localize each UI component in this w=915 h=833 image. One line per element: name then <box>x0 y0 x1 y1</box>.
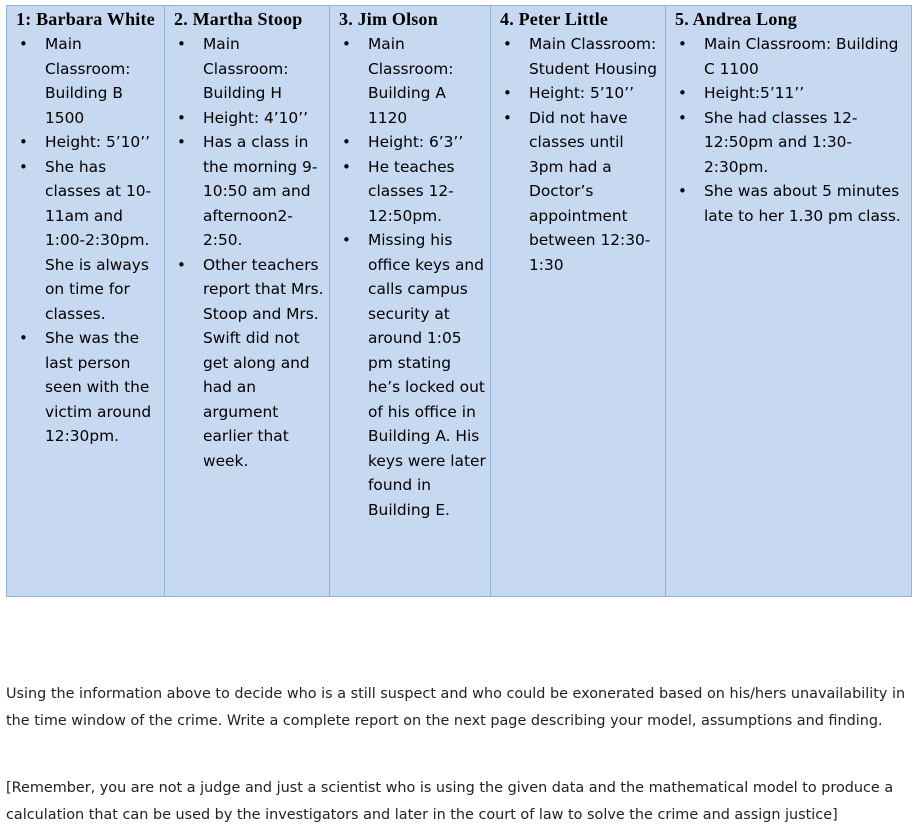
fact-list <box>339 32 486 522</box>
suspect-cell-3 <box>330 6 491 597</box>
fact-item: • She has classes at 10-11am and 1:00-2:30pm. She is always on time for classes. <box>45 155 160 327</box>
fact-item: • She had classes 12-12:50pm and 1:30-2:30pm. <box>704 106 907 180</box>
fact-list <box>174 32 325 473</box>
fact-item: • He teaches classes 12-12:50pm. <box>368 155 486 229</box>
suspect-cell-1 <box>7 6 165 597</box>
fact-item: • Main Classroom: Student Housing <box>529 32 661 81</box>
suspect-name: 2. Martha Stoop <box>174 9 303 29</box>
fact-item: • Has a class in the morning 9-10:50 am and afternoon2-2:50. <box>203 130 325 253</box>
fact-item: • Did not have classes until 3pm had a Doctor’s appointment between 12:30-1:30 <box>529 106 661 278</box>
instructions-paragraph: Using the information above to decide who is a still suspect and who could be exonerated based on his/hers unavailability in the time window of the crime. Write a complete report on the next page describing your model, assumptions and finding. <box>6 686 906 729</box>
suspect-name: 5. Andrea Long <box>675 9 797 29</box>
fact-item: • Height: 5’10’’ <box>45 130 160 155</box>
table-row <box>7 6 912 597</box>
fact-item: • She was about 5 minutes late to her 1.30 pm class. <box>704 179 907 228</box>
fact-list <box>500 32 661 277</box>
fact-item: • Height: 5’10’’ <box>529 81 661 106</box>
suspect-table <box>6 5 912 597</box>
fact-item: • Height:5’11’’ <box>704 81 907 106</box>
fact-item: • Main Classroom: Building H <box>203 32 325 106</box>
fact-item: • Main Classroom: Building B 1500 <box>45 32 160 130</box>
fact-item: • Height: 6’3’’ <box>368 130 486 155</box>
fact-list <box>675 32 907 228</box>
suspect-cell-4 <box>491 6 666 597</box>
reminder-paragraph: [Remember, you are not a judge and just a scientist who is using the given data and the mathematical model to produce a calculation that can be used by the investigators and later in the court of law to solve the crime and assign justice] <box>6 780 894 823</box>
suspect-name: 1: Barbara White <box>16 9 155 29</box>
fact-item: • Missing his office keys and calls campus security at around 1:05 pm stating he’s locked out of his office in Building A. His keys were later found in Building E. <box>368 228 486 522</box>
suspect-cell-2 <box>165 6 330 597</box>
fact-item: • Main Classroom: Building A 1120 <box>368 32 486 130</box>
fact-item: • She was the last person seen with the victim around 12:30pm. <box>45 326 160 449</box>
fact-item: • Main Classroom: Building C 1100 <box>704 32 907 81</box>
suspect-cell-5 <box>666 6 912 597</box>
fact-item: • Other teachers report that Mrs. Stoop and Mrs. Swift did not get along and had an argument earlier that week. <box>203 253 325 474</box>
suspect-name: 4. Peter Little <box>500 9 609 29</box>
fact-list <box>16 32 160 449</box>
fact-item: • Height: 4’10’’ <box>203 106 325 131</box>
suspect-name: 3. Jim Olson <box>339 9 438 29</box>
